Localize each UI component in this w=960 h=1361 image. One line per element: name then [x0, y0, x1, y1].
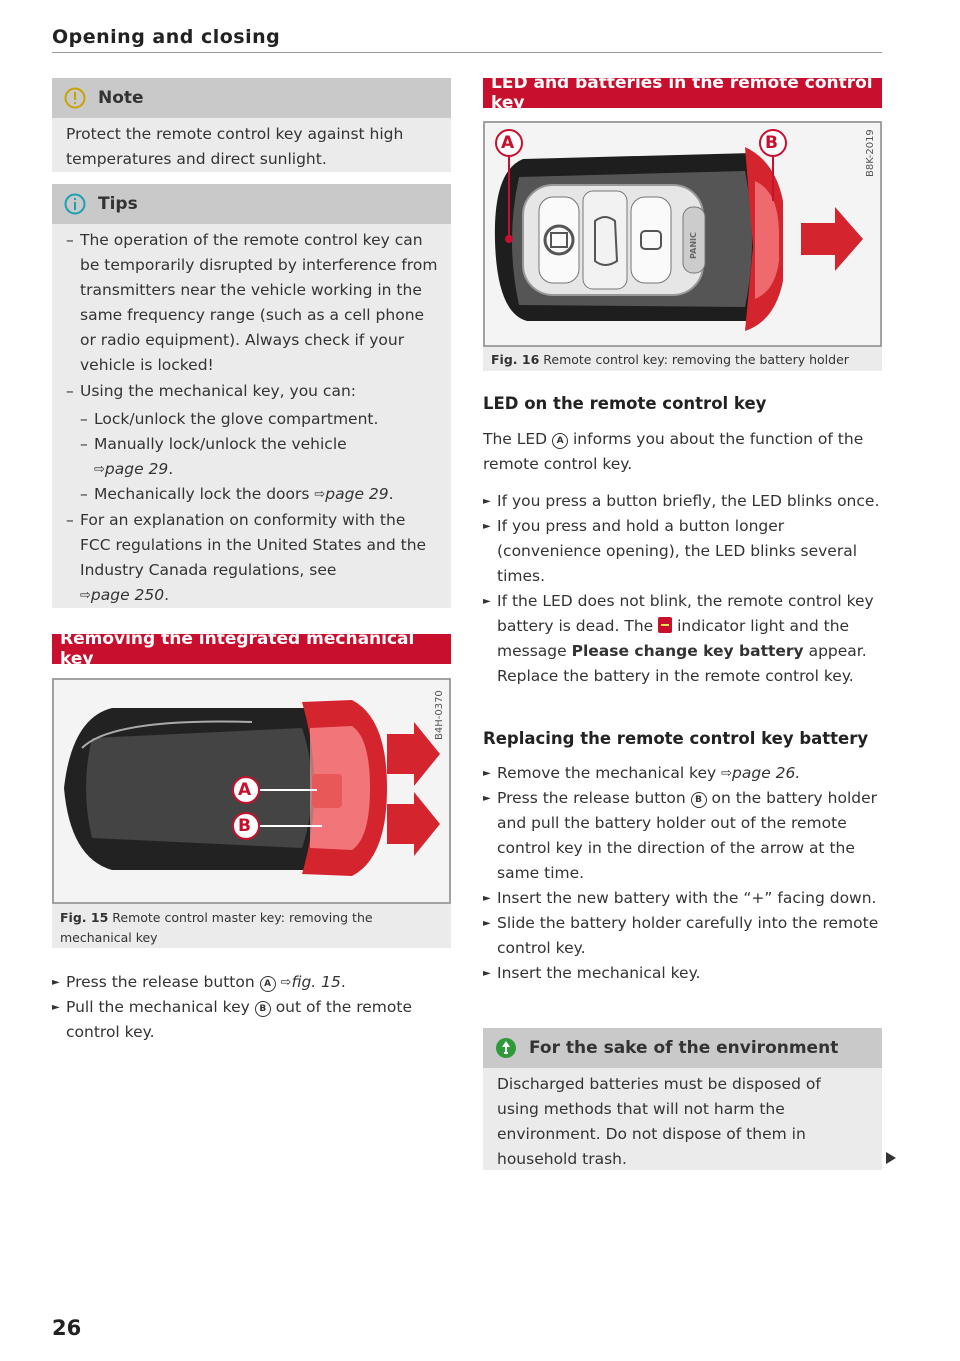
- tips-box: [52, 184, 451, 608]
- tips-sub-manual: – Manually lock/unlock the vehicle ⇨page 29.: [80, 432, 439, 482]
- ref-arrow-icon: ⇨: [80, 588, 91, 603]
- ref-arrow-icon: ⇨: [280, 975, 292, 990]
- ref-arrow-icon: ⇨: [94, 462, 105, 477]
- figure-16: [483, 121, 882, 371]
- callout-a-label: A: [238, 780, 252, 800]
- tips-item-mechanical-key: – Using the mechanical key, you can:: [66, 379, 439, 404]
- tips-item-fcc: – For an explanation on conformity with the FCC regulations in the United States and the Industry Canada regulations, see ⇨page 250.: [66, 508, 439, 608]
- figure-caption-text: Remote control master key: removing the mechanical key: [60, 910, 373, 945]
- page-ref-link[interactable]: page 26.: [732, 764, 801, 782]
- led-item-brief: ► If you press a button briefly, the LED blinks once.: [483, 489, 882, 514]
- key-battery-indicator-icon: [658, 617, 672, 633]
- step-text-tail: on the battery holder and pull the battery holder out of the remote control key in the direction of the arrow at the same time.: [497, 789, 878, 882]
- environment-text: Discharged batteries must be disposed of using methods that will not harm the environment. Do not dispose of them in household trash.: [497, 1075, 821, 1168]
- note-title: Note: [98, 88, 144, 108]
- replace-step-press: [483, 786, 882, 886]
- note-text: Protect the remote control key against high temperatures and direct sunlight.: [66, 125, 404, 168]
- figure-15-caption: [60, 908, 445, 948]
- tips-item-interference: – The operation of the remote control key can be temporarily disrupted by interference from transmitters near the vehicle working in the same frequency range (such as a cell phone or radio equipment). Always check if your vehicle is locked!: [66, 228, 439, 378]
- replace-step-slide: ► Slide the battery holder carefully into the remote control key.: [483, 911, 882, 961]
- figure-number: Fig. 15: [60, 910, 109, 925]
- figure-number: Fig. 16: [491, 352, 540, 367]
- section-heading-text: Removing the integrated mechanical key: [60, 629, 415, 669]
- callout-b-ref: B: [255, 1001, 271, 1017]
- callout-b-ref: B: [691, 792, 707, 808]
- page-number: 26: [52, 1316, 82, 1340]
- replace-step-insert-key: ► Insert the mechanical key.: [483, 961, 882, 986]
- led-body: [483, 427, 882, 689]
- led-dead-text-3: appear. Replace the battery in the remote control key.: [497, 642, 867, 685]
- step-text: Remove the mechanical key: [497, 764, 717, 782]
- header-divider: [52, 52, 882, 53]
- led-intro-text: The LED: [483, 430, 548, 448]
- tips-header: [52, 184, 451, 224]
- figure-16-caption: [491, 350, 876, 370]
- continue-arrow-icon: [886, 1152, 896, 1164]
- step-text: Press the release button: [66, 973, 255, 991]
- figure-15: [52, 678, 451, 948]
- replace-step-insert-battery: ► Insert the new battery with the “+” facing down.: [483, 886, 882, 911]
- led-item-hold: ► If you press and hold a button longer (convenience opening), the LED blinks several times.: [483, 514, 882, 589]
- replace-body: [483, 761, 882, 986]
- replace-step-remove: [483, 761, 882, 786]
- tips-sub-glove: – Lock/unlock the glove compartment.: [80, 407, 439, 432]
- replace-heading: Replacing the remote control key battery: [483, 729, 869, 748]
- environment-header: [483, 1028, 882, 1068]
- info-icon: [64, 193, 86, 215]
- ref-arrow-icon: ⇨: [721, 766, 733, 781]
- led-item-dead: [483, 589, 882, 689]
- environment-box: [483, 1028, 882, 1170]
- tips-sub-doors: – Mechanically lock the doors ⇨page 29.: [80, 482, 439, 507]
- callout-b-label: B: [238, 816, 251, 836]
- step-pull-key: [52, 995, 451, 1045]
- led-dead-text: If the LED does not blink, the remote control key battery is dead. The: [497, 592, 874, 635]
- step-press-release: ► Press the release button A ⇨fig. 15.: [52, 970, 451, 995]
- section-heading-text: LED and batteries in the remote control key: [491, 73, 873, 113]
- figure-ref-link[interactable]: fig. 15: [291, 973, 341, 991]
- led-intro: [483, 427, 882, 477]
- callout-b-label: B: [765, 133, 778, 153]
- remote-key-illustration: [483, 121, 882, 347]
- panic-button-label: PANIC: [689, 232, 698, 259]
- figure-code: B8K-2019: [865, 129, 876, 177]
- tips-sub-doors-text: Mechanically lock the doors: [94, 485, 310, 503]
- page-ref-link[interactable]: page 29: [325, 485, 389, 503]
- step-text-tail: out of the remote control key.: [66, 998, 412, 1041]
- section-header: Opening and closing: [52, 26, 281, 48]
- environment-title: For the sake of the environment: [529, 1038, 839, 1058]
- note-box: [52, 78, 451, 172]
- section-heading-led-batteries: [483, 73, 882, 113]
- step-text: Press the release button: [497, 789, 686, 807]
- callout-a-ref: A: [552, 433, 568, 449]
- environment-icon: [495, 1037, 517, 1059]
- note-header: [52, 78, 451, 118]
- figure-caption-text: Remote control key: removing the battery holder: [543, 352, 849, 367]
- master-key-illustration: [52, 678, 451, 904]
- callout-a-label: A: [501, 133, 515, 153]
- led-dead-text-2: indicator light and the message: [497, 617, 850, 660]
- ref-arrow-icon: ⇨: [314, 487, 326, 502]
- mechanical-key-steps: [52, 970, 451, 1045]
- led-intro-tail: informs you about the function of the remote control key.: [483, 430, 864, 473]
- page-ref-link[interactable]: page 250: [90, 586, 165, 604]
- led-heading: LED on the remote control key: [483, 394, 767, 413]
- section-heading-mechanical-key: [52, 629, 451, 669]
- tips-sub-manual-text: Manually lock/unlock the vehicle: [94, 435, 347, 453]
- tips-item-fcc-text: For an explanation on conformity with the FCC regulations in the United States and the Industry Canada regulations, see: [80, 511, 427, 579]
- callout-a-ref: A: [260, 976, 276, 992]
- figure-code: B4H-0370: [434, 690, 445, 740]
- tips-title: Tips: [98, 194, 138, 214]
- step-text: Pull the mechanical key: [66, 998, 250, 1016]
- page-ref-link[interactable]: page 29: [104, 460, 169, 478]
- message-please-change-battery: Please change key battery: [571, 642, 804, 660]
- warning-icon: [64, 87, 86, 109]
